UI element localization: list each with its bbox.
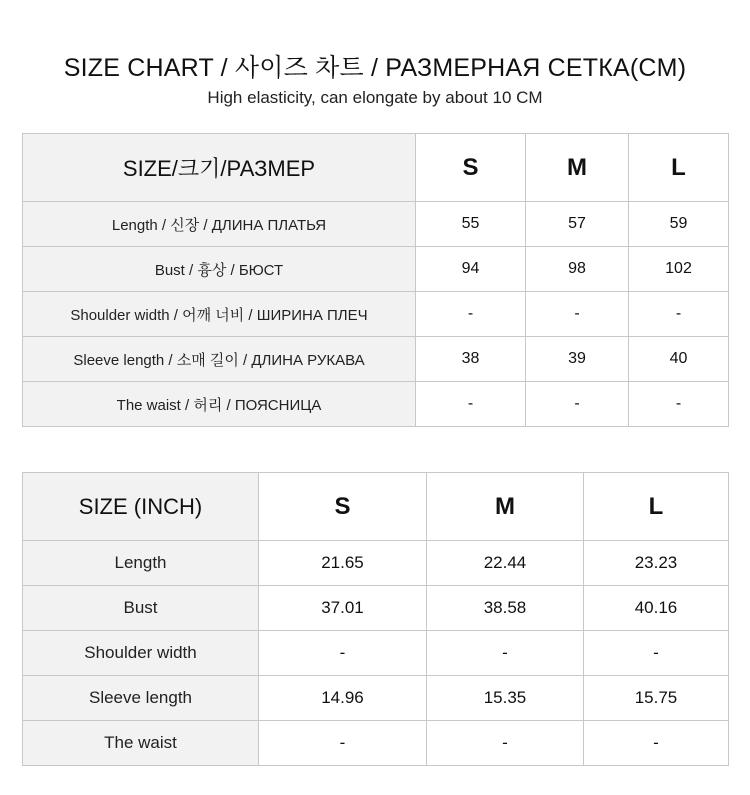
size-table-inch [22,472,729,766]
cell-value: 40.16 [584,586,729,631]
table-row [23,382,729,427]
table-header-row [23,134,729,202]
cell-value: - [584,631,729,676]
cell-value: 38.58 [427,586,584,631]
cell-value: 22.44 [427,541,584,586]
size-header-m: M [427,473,584,541]
table-row [23,721,729,766]
cell-value: 38 [416,337,526,382]
cell-value: - [629,382,729,427]
cell-value: - [416,292,526,337]
size-header-l: L [629,134,729,202]
table-row [23,541,729,586]
table-header-row [23,473,729,541]
size-table-cm [22,133,729,427]
page-title: SIZE CHART / 사이즈 차트 / РАЗМЕРНАЯ СЕТКА(CM) [63,54,687,82]
size-header-s: S [259,473,427,541]
cell-value: - [427,631,584,676]
cell-value: 40 [629,337,729,382]
cell-value: - [416,382,526,427]
row-label-length: Length / 신장 / ДЛИНА ПЛАТЬЯ [23,202,416,247]
row-label-sleeve-length: Sleeve length [23,676,259,721]
cell-value: 14.96 [259,676,427,721]
size-header-l: L [584,473,729,541]
cell-value: 55 [416,202,526,247]
row-label-waist: The waist [23,721,259,766]
cell-value: 57 [526,202,629,247]
size-header-m: M [526,134,629,202]
cell-value: 15.35 [427,676,584,721]
row-label-waist: The waist / 허리 / ПОЯСНИЦА [23,382,416,427]
cell-value: 23.23 [584,541,729,586]
row-label-shoulder-width: Shoulder width / 어깨 너비 / ШИРИНА ПЛЕЧ [23,292,416,337]
cell-value: 39 [526,337,629,382]
table-row [23,676,729,721]
table-row [23,586,729,631]
size-header-label: SIZE/크기/РАЗМЕР [23,134,416,202]
table-row [23,337,729,382]
cell-value: 15.75 [584,676,729,721]
table-row [23,202,729,247]
row-label-shoulder-width: Shoulder width [23,631,259,676]
cell-value: - [584,721,729,766]
cell-value: - [526,382,629,427]
row-label-length: Length [23,541,259,586]
cell-value: - [526,292,629,337]
row-label-bust: Bust / 흉상 / БЮСТ [23,247,416,292]
table-row [23,631,729,676]
cell-value: 21.65 [259,541,427,586]
cell-value: 94 [416,247,526,292]
cell-value: - [427,721,584,766]
row-label-bust: Bust [23,586,259,631]
cell-value: - [259,631,427,676]
cell-value: 98 [526,247,629,292]
row-label-sleeve-length: Sleeve length / 소매 길이 / ДЛИНА РУКАВА [23,337,416,382]
cell-value: - [259,721,427,766]
cell-value: - [629,292,729,337]
cell-value: 59 [629,202,729,247]
page-subtitle: High elasticity, can elongate by about 10 CM [207,88,543,107]
size-header-label: SIZE (INCH) [23,473,259,541]
table-row [23,247,729,292]
cell-value: 102 [629,247,729,292]
cell-value: 37.01 [259,586,427,631]
table-row [23,292,729,337]
size-header-s: S [416,134,526,202]
